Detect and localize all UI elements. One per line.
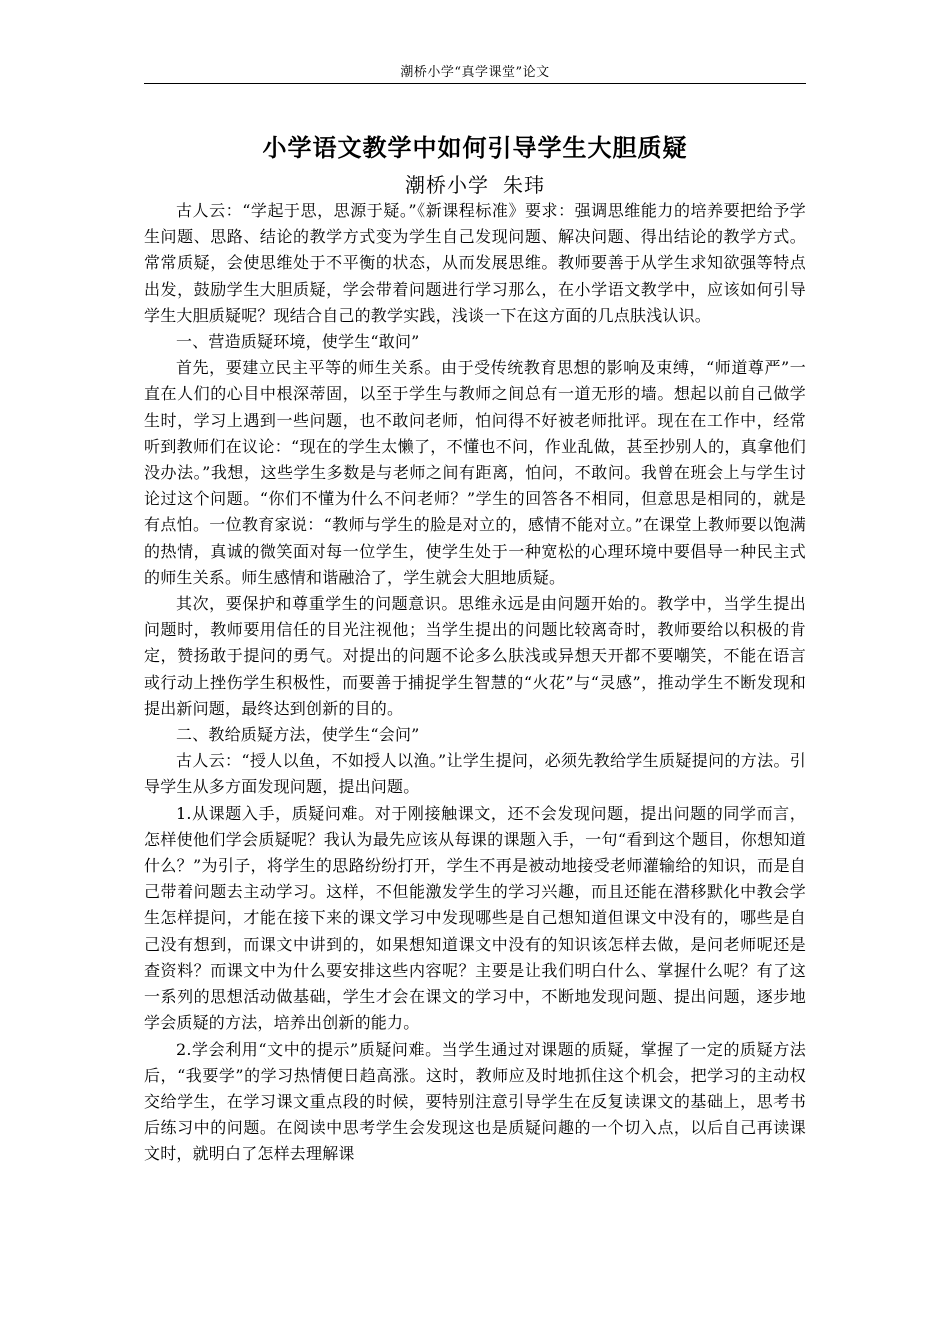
body-paragraph: 其次，要保护和尊重学生的问题意识。思维永远是由问题开始的。教学中，当学生提出问题时，教师要用信任的目光注视他；当学生提出的问题比较离奇时，教师要给以积极的肯定，赞扬敢于提问的勇气。对提出的问题不论多么肤浅或异想天开都不要嘲笑，不能在语言或行动上挫伤学生积极性，而要善于捕捉学生智慧的“火花”与“灵感”，推动学生不断发现和提出新问题，最终达到创新的目的。 [144,594,806,718]
section-heading-2: 二、教给质疑方法，使学生“会问” [176,725,420,745]
intro-paragraph: 古人云：“学起于思，思源于疑。”《新课程标准》要求：强调思维能力的培养要把给予学生问题、思路、结论的教学方式变为学生自己发现问题、解决问题、得出结论的教学方式。常常质疑，会使思维处于不平衡的状态，从而发展思维。教师要善于从学生求知欲强等特点出发，鼓励学生大胆质疑，学会带着问题进行学习那么，在小学语文教学中，应该如何引导学生大胆质疑呢？现结合自己的教学实践，浅谈一下在这方面的几点肤浅认识。 [144,201,806,325]
article-body [144,198,806,1168]
body-paragraph: 古人云：“授人以鱼，不如授人以渔。”让学生提问，必须先教给学生质疑提问的方法。引导学生从多方面发现问题，提出问题。 [144,751,806,797]
author-line [144,172,806,198]
section-heading-1: 一、营造质疑环境，使学生“敢问” [176,332,420,352]
running-header: 潮桥小学“真学课堂”论文 [400,65,550,80]
body-paragraph: 2.学会利用“文中的提示”质疑问难。当学生通过对课题的质疑，掌握了一定的质疑方法后，“我要学”的学习热情便日趋高涨。这时，教师应及时地抓住这个机会，把学习的主动权交给学生，在学习课文重点段的时候，要特别注意引导学生在反复读课文的基础上，思考书后练习中的问题。在阅读中思考学生会发现这也是质疑问趣的一个切入点，以后自己再读课文时，就明白了怎样去理解课 [144,1039,806,1164]
author-name: 朱玮 [503,173,545,197]
author-school: 潮桥小学 [405,173,489,197]
article-title: 小学语文教学中如何引导学生大胆质疑 [262,134,688,162]
body-paragraph: 1.从课题入手，质疑问难。对于刚接触课文，还不会发现问题，提出问题的同学而言，怎样使他们学会质疑呢？我认为最先应该从每课的课题入手，一句“看到这个题目，你想知道什么？”为引子，将学生的思路纷纷打开，学生不再是被动地接受老师灌输给的知识，而是自己带着问题去主动学习。这样，不但能激发学生的学习兴趣，而且还能在潜移默化中教会学生怎样提问，才能在接下来的课文学习中发现哪些是自己想知道但课文中没有的，哪些是自己没有想到，而课文中讲到的，如果想知道课文中没有的知识该怎样去做，是问老师呢还是查资料？而课文中为什么要安排这些内容呢？主要是让我们明白什么、掌握什么呢？有了这一系列的思想活动做基础，学生才会在课文的学习中，不断地发现问题、提出问题，逐步地学会质疑的方法，培养出创新的能力。 [144,803,806,1033]
body-paragraph: 首先，要建立民主平等的师生关系。由于受传统教育思想的影响及束缚，“师道尊严”一直在人们的心目中根深蒂固，以至于学生与教师之间总有一道无形的墙。想起以前自己做学生时，学习上遇到一些问题，也不敢问老师，怕问得不好被老师批评。现在在工作中，经常听到教师们在议论：“现在的学生太懒了，不懂也不问，作业乱做，甚至抄别人的，真拿他们没办法。”我想，这些学生多数是与老师之间有距离，怕问，不敢问。我曾在班会上与学生讨论过这个问题。“你们不懂为什么不问老师？”学生的回答各不相同，但意思是相同的，就是有点怕。一位教育家说：“教师与学生的脸是对立的，感情不能对立。”在课堂上教师要以饱满的热情，真诚的微笑面对每一位学生，使学生处于一种宽松的心理环境中要倡导一种民主式的师生关系。师生感情和谐融洽了，学生就会大胆地质疑。 [144,358,806,587]
header-divider [144,83,806,84]
document-page [144,0,806,1168]
